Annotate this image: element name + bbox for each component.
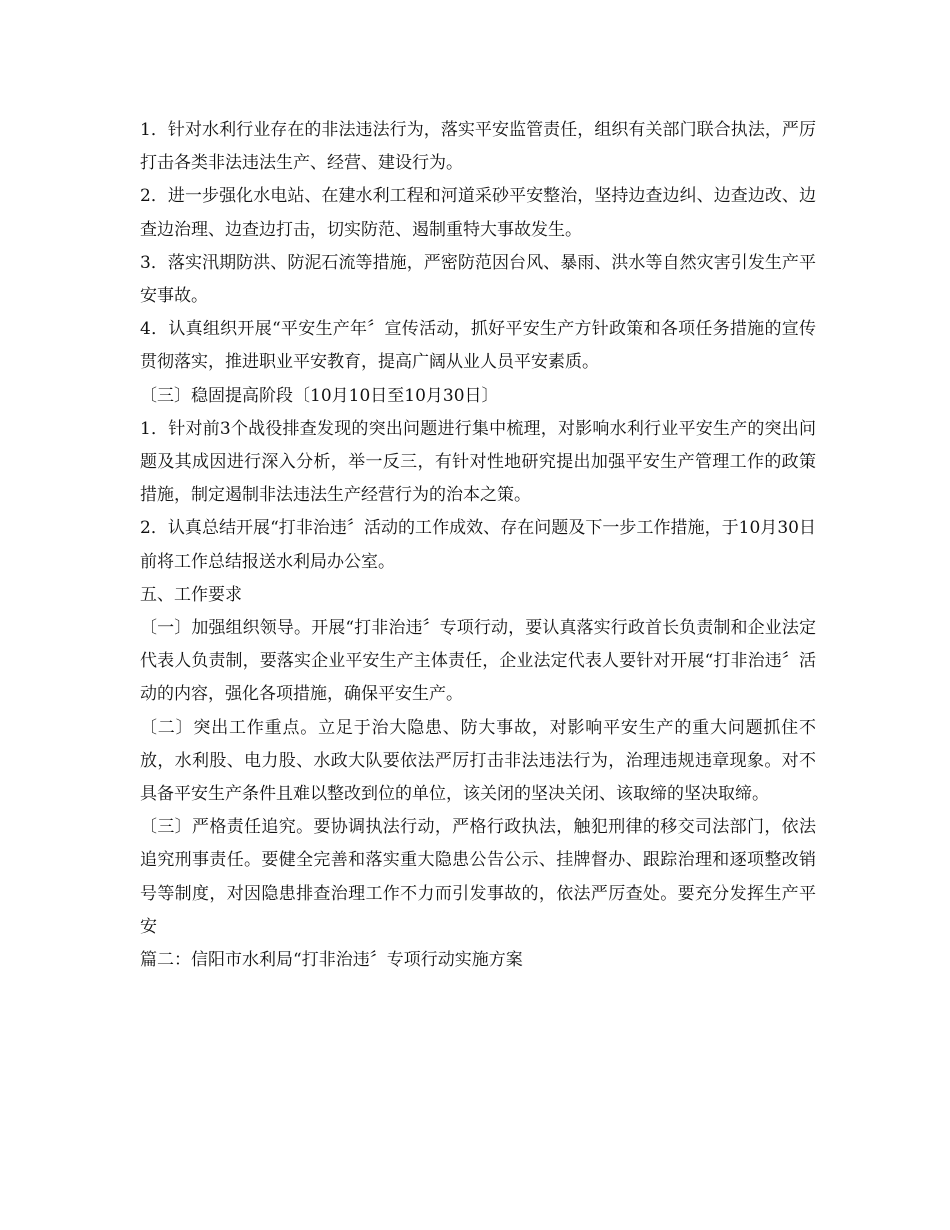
paragraph-item-4: 4．认真组织开展“平安生产年〞宣传活动，抓好平安生产方针政策和各项任务措施的宣传贯彻落实，推进职业平安教育，提高广阔从业人员平安素质。 xyxy=(140,319,816,373)
paragraph-item-2: 2．进一步强化水电站、在建水利工程和河道采砂平安整治，坚持边查边纠、边查边改、边查边治理、边查边打击，切实防范、遏制重特大事故发生。 xyxy=(140,186,816,240)
paragraph-requirement-1: 〔一〕加强组织领导。开展“打非治违〞专项行动，要认真落实行政首长负责制和企业法定代表人负责制，要落实企业平安生产主体责任，企业法定代表人要针对开展“打非治违〞活动的内容，强化各项措施，确保平安生产。 xyxy=(140,618,816,705)
paragraph-requirement-3: 〔三〕严格责任追究。要协调执法行动，严格行政执法，触犯刑律的移交司法部门，依法追究刑事责任。要健全完善和落实重大隐患公告公示、挂牌督办、跟踪治理和逐项整改销号等制度，对因隐患排查治理工作不力而引发事故的，依法严厉查处。要充分发挥生产平安 xyxy=(140,817,816,937)
document-body xyxy=(140,114,816,977)
part-two-title: 篇二：信阳市水利局“打非治违〞专项行动实施方案 xyxy=(140,950,523,971)
paragraph-item-1: 1．针对水利行业存在的非法违法行为，落实平安监管责任，组织有关部门联合执法，严厉打击各类非法违法生产、经营、建设行为。 xyxy=(140,120,816,174)
section-heading-requirements: 五、工作要求 xyxy=(140,584,242,605)
paragraph-requirement-2: 〔二〕突出工作重点。立足于治大隐患、防大事故，对影响平安生产的重大问题抓住不放，水利股、电力股、水政大队要依法严厉打击非法违法行为，治理违规违章现象。对不具备平安生产条件且难以整改到位的单位，该关闭的坚决关闭、该取缔的坚决取缔。 xyxy=(140,717,816,805)
paragraph-item-6: 2．认真总结开展“打非治违〞活动的工作成效、存在问题及下一步工作措施，于10月30日前将工作总结报送水利局办公室。 xyxy=(140,518,816,572)
section-heading-stage-three: 〔三〕稳固提高阶段〔10月10日至10月30日〕 xyxy=(140,385,499,406)
paragraph-item-5: 1．针对前3个战役排查发现的突出问题进行集中梳理，对影响水利行业平安生产的突出问题及其成因进行深入分析，举一反三，有针对性地研究提出加强平安生产管理工作的政策措施，制定遏制非法违法生产经营行为的治本之策。 xyxy=(140,418,816,506)
paragraph-item-3: 3．落实汛期防洪、防泥石流等措施，严密防范因台风、暴雨、洪水等自然灾害引发生产平安事故。 xyxy=(140,252,816,307)
